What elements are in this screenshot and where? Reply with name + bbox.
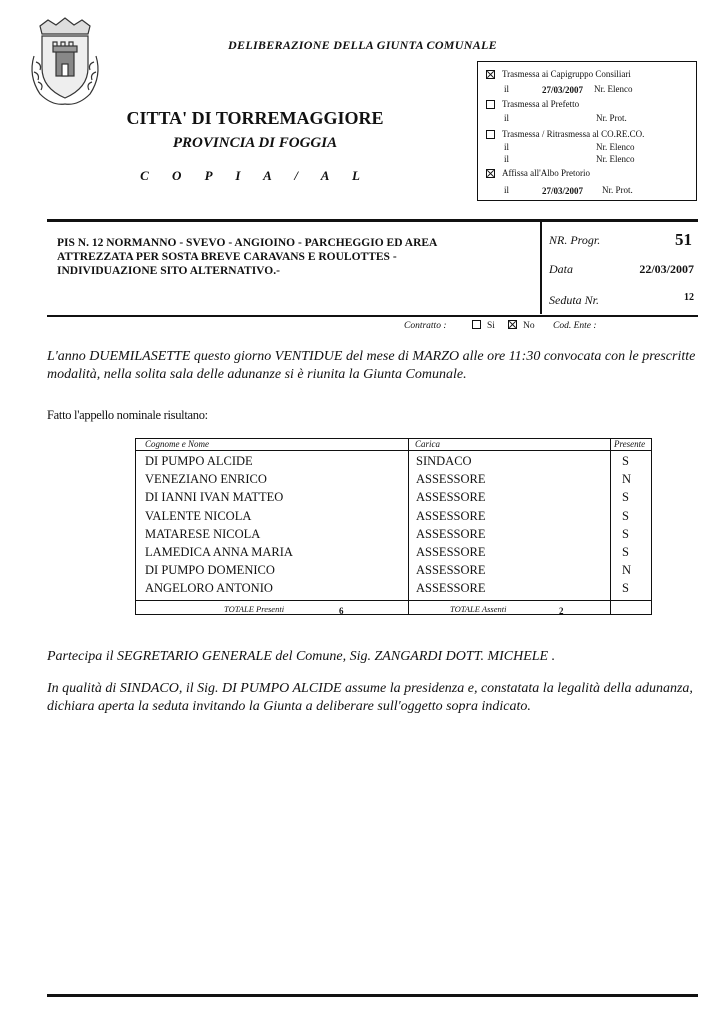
seduta-value: 12	[684, 292, 694, 303]
transmission-box	[477, 61, 697, 201]
nr-progr-label: NR. Progr.	[549, 233, 601, 247]
albo-date: 27/03/2007	[542, 186, 584, 196]
header-name: Cognome e Nome	[145, 439, 209, 449]
attendance-name: VENEZIANO ENRICO	[145, 472, 267, 487]
contratto-si-checkbox	[472, 320, 481, 329]
copy-marker: C O P I A / A L	[140, 168, 370, 183]
coreco-checkbox	[486, 130, 495, 139]
nr-progr-value: 51	[675, 230, 692, 249]
capigruppo-label: Trasmessa ai Capigruppo Consiliari	[502, 69, 631, 79]
attendance-role: ASSESSORE	[416, 526, 486, 541]
divider-top	[47, 219, 698, 222]
cod-ente-label: Cod. Ente :	[553, 321, 597, 331]
contratto-no-checkbox	[508, 320, 517, 329]
contratto-no-label: No	[523, 321, 535, 331]
header-role: Carica	[415, 439, 441, 449]
albo-il: il	[504, 185, 510, 195]
attendance-table	[135, 438, 652, 615]
prefetto-il: il	[504, 113, 510, 123]
presidency-paragraph: In qualità di SINDACO, il Sig. DI PUMPO ALCIDE assume la presidenza e, constatata la legalità della adunanza, dichiara aperta la seduta invitando la Giunta a deliberare sull'oggetto sopra indicato.	[47, 681, 693, 714]
coreco-il-2: il	[504, 154, 510, 164]
attendance-role: ASSESSORE	[416, 472, 486, 487]
attendance-name: DI IANNI IVAN MATTEO	[145, 490, 284, 505]
divider-bottom	[47, 315, 698, 317]
attendance-name: ANGELORO ANTONIO	[145, 581, 273, 596]
appello-text: Fatto l'appello nominale risultano:	[47, 408, 208, 422]
prefetto-checkbox	[486, 100, 495, 109]
subject-divider	[540, 222, 542, 314]
attendance-role: SINDACO	[416, 454, 472, 468]
attendance-present: S	[622, 581, 629, 596]
attendance-present: S	[622, 454, 629, 468]
attendance-present: S	[622, 508, 629, 523]
coreco-label: Trasmessa / Ritrasmessa al CO.RE.CO.	[502, 129, 645, 139]
attendance-name: DI PUMPO ALCIDE	[145, 454, 253, 468]
attendance-present: S	[622, 545, 629, 559]
attendance-role: ASSESSORE	[416, 545, 486, 559]
capigruppo-checkbox	[486, 70, 495, 79]
albo-checkbox	[486, 169, 495, 178]
totale-presenti-value: 6	[339, 606, 344, 616]
header-present: Presente	[614, 439, 646, 449]
subject	[57, 236, 527, 278]
footer-divider	[47, 994, 698, 997]
attendance-role: ASSESSORE	[416, 581, 486, 596]
intro-paragraph: L'anno DUEMILASETTE questo giorno VENTIDUE del mese di MARZO alle ore 11:30 convocata con le prescritte modalità, nella solita sala delle adunanze si è riunita la Giunta Comunale.	[47, 349, 696, 382]
city-name: CITTA' DI TORREMAGGIORE	[126, 108, 384, 128]
subject-line-3: INDIVIDUAZIONE SITO ALTERNATIVO.-	[57, 265, 280, 277]
capigruppo-nr: Nr. Elenco	[594, 84, 633, 94]
data-value: 22/03/2007	[639, 262, 694, 276]
totale-presenti-label: TOTALE Presenti	[224, 604, 285, 614]
attendance-role: ASSESSORE	[416, 508, 486, 523]
subject-line-1: PIS N. 12 NORMANNO - SVEVO - ANGIOINO - PARCHEGGIO ED AREA	[57, 237, 438, 249]
prefetto-label: Trasmessa al Prefetto	[502, 99, 580, 109]
prefetto-nr: Nr. Prot.	[596, 113, 627, 123]
attendance-name: VALENTE NICOLA	[145, 508, 252, 523]
contratto-label: Contratto :	[404, 321, 447, 331]
attendance-role: ASSESSORE	[416, 563, 486, 578]
attendance-name: MATARESE NICOLA	[145, 526, 261, 541]
attendance-name: LAMEDICA ANNA MARIA	[145, 545, 293, 559]
totale-assenti-value: 2	[559, 606, 564, 616]
attendance-present: S	[622, 490, 629, 505]
seduta-label: Seduta Nr.	[549, 293, 600, 307]
capigruppo-il: il	[504, 84, 510, 94]
deliberation-title: DELIBERAZIONE DELLA GIUNTA COMUNALE	[228, 38, 497, 52]
municipal-crest-icon	[26, 16, 104, 108]
contratto-si-label: Si	[487, 321, 495, 331]
coreco-il-1: il	[504, 142, 510, 152]
attendance-present: S	[622, 526, 629, 541]
attendance-role: ASSESSORE	[416, 490, 486, 505]
data-label: Data	[549, 262, 573, 276]
attendance-present: N	[622, 563, 632, 578]
subject-line-2: ATTREZZATA PER SOSTA BREVE CARAVANS E ROULOTTES -	[57, 251, 397, 263]
attendance-present: N	[622, 472, 632, 487]
albo-label: Affissa all'Albo Pretorio	[502, 168, 590, 178]
coreco-nr-2: Nr. Elenco	[596, 154, 635, 164]
attendance-name: DI PUMPO DOMENICO	[145, 563, 275, 578]
province-name: PROVINCIA DI FOGGIA	[172, 135, 338, 151]
coreco-nr-1: Nr. Elenco	[596, 142, 635, 152]
totale-assenti-label: TOTALE Assenti	[450, 604, 507, 614]
albo-nr: Nr. Prot.	[602, 185, 633, 195]
capigruppo-date: 27/03/2007	[542, 85, 584, 95]
secretary-paragraph: Partecipa il SEGRETARIO GENERALE del Comune, Sig. ZANGARDI DOTT. MICHELE .	[47, 649, 556, 664]
